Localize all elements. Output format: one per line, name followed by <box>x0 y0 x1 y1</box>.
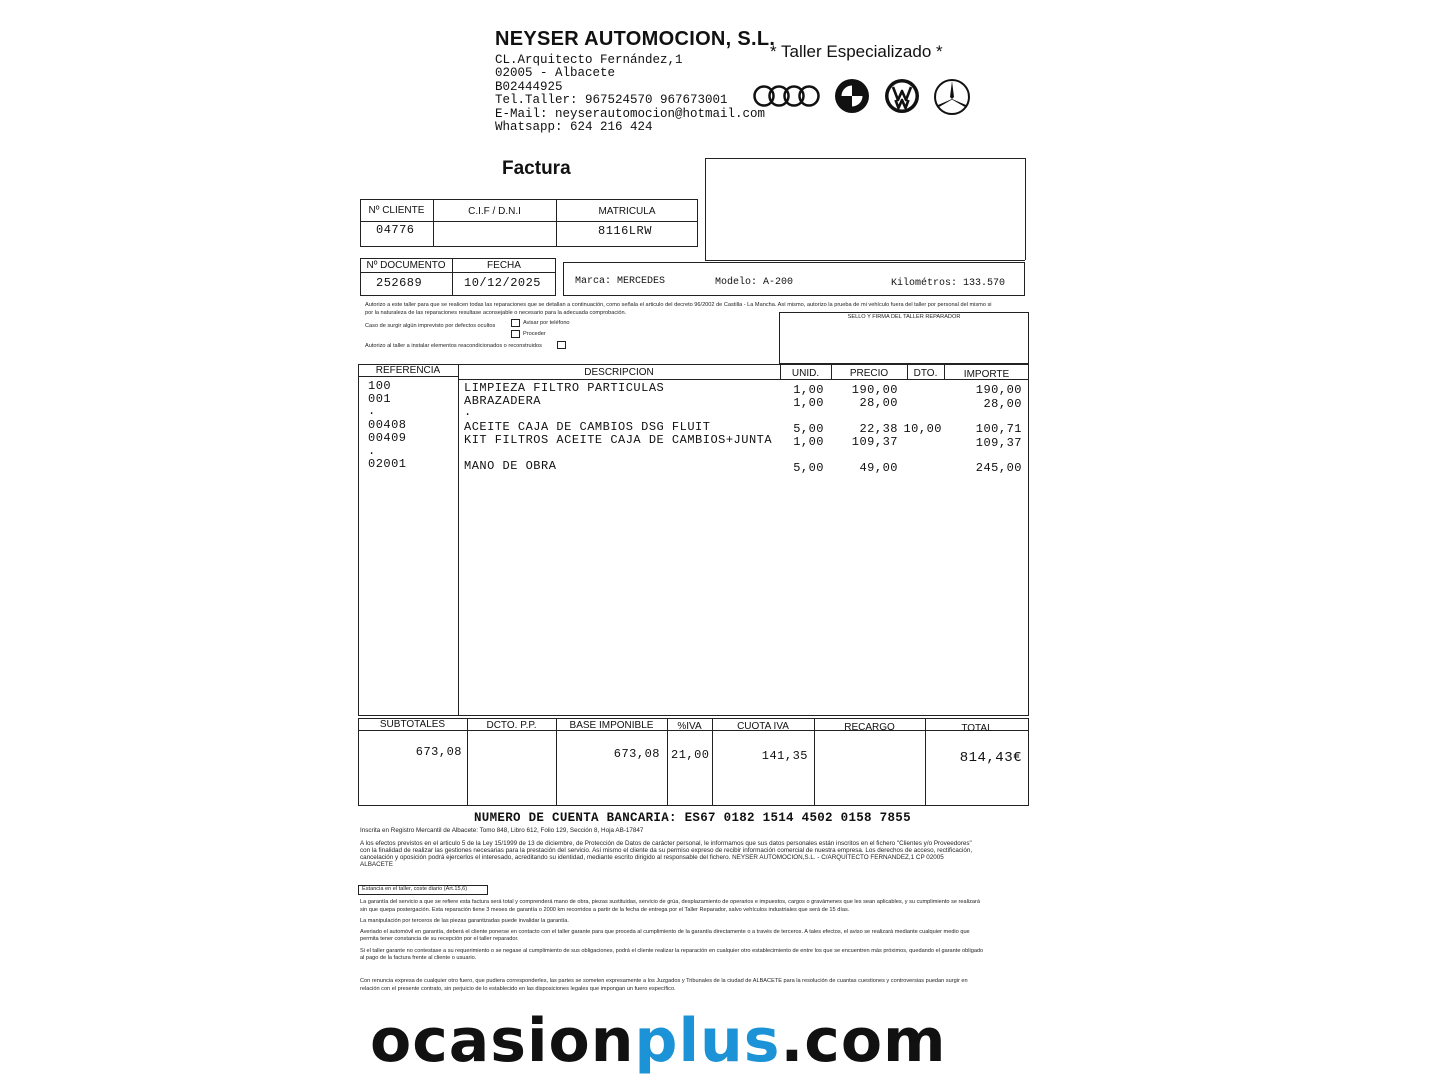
plate-header: MATRICULA <box>598 206 656 217</box>
address-line: CL.Arquitecto Fernández,1 <box>495 53 683 67</box>
address-line: 02005 - Albacete <box>495 66 616 81</box>
audi-logo-icon <box>752 84 822 108</box>
date-value: 10/12/2025 <box>464 276 542 290</box>
item-ref: 100 <box>368 379 392 393</box>
vehicle-model: Modelo: A-200 <box>715 277 794 288</box>
client-number-value: 04776 <box>376 223 415 237</box>
proceed-label: Proceder <box>523 331 546 337</box>
item-ref: . <box>368 444 376 458</box>
proceed-checkbox[interactable] <box>511 330 520 338</box>
bank-account: NUMERO DE CUENTA BANCARIA: ES67 0182 1514 4502 0158 7855 <box>474 811 911 825</box>
item-importe: 109,37 <box>975 436 1022 450</box>
doc-title: Factura <box>502 158 571 179</box>
authorization-text-1: Autorizo a este taller para que se realicen todas las reparaciones que se detallan a continuación, como señala el articulo del decreto 96/2002 de Castilla - La Mancha. Así mismo, autorizo la prueba de mi vehículo fuera del taller por personal del mismo si <box>365 302 992 308</box>
company-name: NEYSER AUTOMOCION, S.L. <box>495 28 776 50</box>
doc-number-header: Nº DOCUMENTO <box>366 260 446 271</box>
col-header-desc: DESCRIPCION <box>584 367 654 378</box>
tagline: * Taller Especializado * <box>770 42 943 61</box>
address-line: Tel.Taller: 967524570 967673001 <box>495 93 728 108</box>
vat-amount-header: CUOTA IVA <box>737 721 789 732</box>
total-header: TOTAL <box>961 723 993 734</box>
vehicle-km: Kilométros: 133.570 <box>891 278 1006 289</box>
subtotal-header: SUBTOTALES <box>379 719 446 730</box>
seal-label: SELLO Y FIRMA DEL TALLER REPARADOR <box>847 314 961 320</box>
privacy-text: A los efectos previstos en el articulo 5 de la Ley 15/1999 de 13 de diciembre, de Protección de Datos de carácter personal, le informamos que sus datos personales están inscritos en el fichero "Clientes y/o Proveedores" <box>360 840 972 847</box>
item-desc: KIT FILTROS ACEITE CAJA DE CAMBIOS+JUNTA <box>464 433 773 447</box>
reconditioned-label: Autorizo al taller a instalar elementos reacondicionados o reconstruidos <box>365 343 542 349</box>
hidden-defects-label: Caso de surgir algún imprevisto por defectos ocultos <box>365 323 496 329</box>
address-line: E-Mail: neyserautomocion@hotmail.com <box>495 106 766 121</box>
jurisdiction-text: Con renuncia expresa de cualquier otro fuero, que pudiera corresponderles, las partes se someten expresamente a los Juzgados y Tribunales de la ciudad de ALBACETE para la resolución de cuantas cuestiones y controversias puedan surgir en <box>360 978 968 984</box>
privacy-text: ALBACETE <box>360 861 393 868</box>
item-ref: 001 <box>368 392 392 406</box>
vat-rate-value: 21,00 <box>671 748 710 762</box>
tax-base-header: BASE IMPONIBLE <box>569 720 654 731</box>
authorization-text-2: por la naturaleza de las reparaciones resultase aconsejable o necesario para la adecuada comprobación. <box>365 310 627 316</box>
item-importe: 100,71 <box>975 422 1022 436</box>
item-desc: ABRAZADERA <box>464 394 542 408</box>
mercedes-logo-icon <box>933 78 971 116</box>
item-precio: 22,38 <box>859 422 898 436</box>
notify-phone-checkbox[interactable] <box>511 319 520 327</box>
notify-phone-label: Avisar por teléfono <box>523 320 570 326</box>
item-desc: . <box>464 405 472 419</box>
warranty-text: La garantía del servicio a que se refiere esta factura será total y comprenderá mano de obra, piezas sustituidas, servicio de grúa, desplazamiento de operarios e impuestos, cargos o gravámenes que les sean aplicables, y su cumplimiento se realizará <box>360 899 980 905</box>
breakdown-text: Averiado el automóvil en garantía, deberá el cliente ponerse en contacto con el taller garante para que proceda al cumplimiento de la garantía directamente o a través de terceros. A tales efectos, el aviso se realizará mediante cualquier medio que <box>360 929 970 935</box>
item-dto: 10,00 <box>903 422 942 436</box>
item-unid: 5,00 <box>793 461 824 475</box>
col-header-dto: DTO. <box>913 368 938 379</box>
guarantor-text: al pago de la factura frente al cliente o usuario. <box>360 955 477 961</box>
address-line: B02444925 <box>495 79 563 94</box>
guarantor-text: Si el taller garante no contestase a su requerimiento o se negase al cumplimiento de sus obligaciones, podrá el cliente realizar la reparación en cualquier otro establecimiento de entre los que se encuentren más próximos, quedando el garante obligado <box>360 948 984 954</box>
col-header-unid: UNID. <box>791 368 820 379</box>
watermark-part-3: .com <box>780 1006 947 1076</box>
item-importe: 28,00 <box>983 397 1022 411</box>
jurisdiction-text: relación con el presente contrato, sin perjuicio de lo establecido en las disposiciones legales que impongan un fuero específico. <box>360 986 676 992</box>
watermark-part-2: plus <box>634 1006 781 1076</box>
company-address <box>495 54 765 134</box>
registry-text: Inscrita en Registro Mercantil de Albacete: Tomo 848, Libro 612, Folio 129, Sección 8, Hoja AB-17847 <box>360 827 644 834</box>
discount-header: DCTO. P.P. <box>486 720 537 731</box>
breakdown-text: permita tener constancia de su recepción por el taller reparador. <box>360 936 519 942</box>
item-precio: 28,00 <box>859 396 898 410</box>
cif-header: C.I.F / D.N.I <box>468 206 521 217</box>
date-header: FECHA <box>487 260 521 271</box>
item-precio: 49,00 <box>859 461 898 475</box>
item-unid: 5,00 <box>793 422 824 436</box>
plate-value: 8116LRW <box>598 224 652 238</box>
reconditioned-checkbox[interactable] <box>557 341 566 349</box>
col-header-precio: PRECIO <box>849 368 889 379</box>
address-line: Whatsapp: 624 216 424 <box>495 120 653 135</box>
item-ref: 02001 <box>368 457 407 471</box>
manipulation-text: La manipulación por terceros de las piezas garantizadas puede invalidar la garantía. <box>360 918 569 924</box>
item-precio: 109,37 <box>851 435 898 449</box>
item-precio: 190,00 <box>851 383 898 397</box>
privacy-text: cancelación y oposición podrá ejercerlos el interesado, acreditando su identidad, mediante escrito dirigido al responsable del fichero. NEYSER AUTOMOCION,S.L. - C/ARQUITECTO FERNANDEZ,1 CP 02005 <box>360 854 944 861</box>
privacy-text: con la finalidad de realizar las gestiones necesarias para la prestación del servicio. Así mismo el cliente da su permiso expreso de recibir información comercial de nuestra empresa. Los derechos de acceso, rectificación, <box>360 847 973 854</box>
vehicle-make: Marca: MERCEDES <box>575 276 666 287</box>
vat-rate-header: %IVA <box>677 721 702 732</box>
item-ref: 00409 <box>368 431 407 445</box>
col-header-ref: REFERENCIA <box>375 365 441 376</box>
total-value: 814,43€ <box>959 750 1022 766</box>
doc-number-value: 252689 <box>376 276 423 290</box>
item-desc: MANO DE OBRA <box>464 459 557 473</box>
surcharge-header: RECARGO <box>844 722 895 733</box>
item-ref: . <box>368 404 376 418</box>
ocasionplus-watermark <box>370 1005 947 1077</box>
volkswagen-logo-icon <box>884 78 920 114</box>
item-importe: 190,00 <box>975 383 1022 397</box>
item-importe: 245,00 <box>975 461 1022 475</box>
item-ref: 00408 <box>368 418 407 432</box>
item-unid: 1,00 <box>793 396 824 410</box>
bmw-logo-icon <box>834 78 870 114</box>
col-header-importe: IMPORTE <box>963 369 1010 380</box>
item-unid: 1,00 <box>793 435 824 449</box>
warranty-text: sin que quepa postergación. Esta reparación tiene 3 meses de garantía o 2000 km recorridos a partir de la fecha de entrega por el Taller Reparador, salvo vehículos industriales que será de 15 días. <box>360 907 850 913</box>
stay-cost-label: Estancia en el taller, coste diario (Art.15,6) <box>362 886 468 892</box>
watermark-part-1: ocasion <box>370 1006 635 1076</box>
item-desc: ACEITE CAJA DE CAMBIOS DSG FLUIT <box>464 420 711 434</box>
tax-base-value: 673,08 <box>613 747 660 761</box>
item-desc: LIMPIEZA FILTRO PARTICULAS <box>464 381 665 395</box>
subtotal-value: 673,08 <box>415 745 462 759</box>
vat-amount-value: 141,35 <box>761 749 808 763</box>
client-number-header: Nº CLIENTE <box>368 205 425 216</box>
item-unid: 1,00 <box>793 383 824 397</box>
